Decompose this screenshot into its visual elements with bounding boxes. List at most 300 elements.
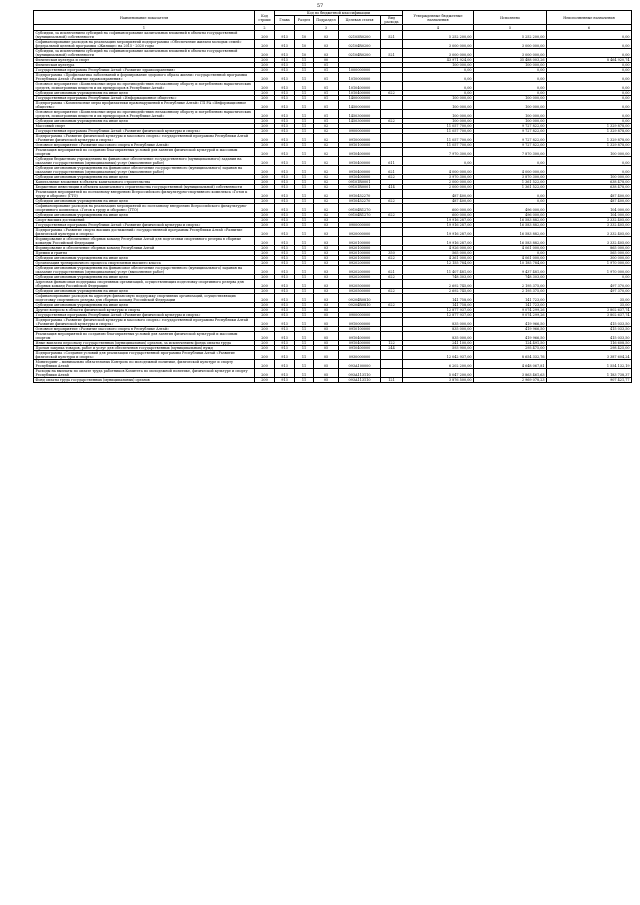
row-name: Субсидии автономным учреждениям на иные цели [34, 119, 255, 124]
table-row [34, 157, 632, 166]
row-executed: 9 074 299,26 [474, 308, 547, 313]
row-target: 0910452270 [339, 190, 381, 199]
row-approved: 12 155 784,00 [403, 261, 474, 266]
row-name: Основное мероприятие «Комплексные меры по противодействию незаконному обороту и потреблению наркотических средств, психотропных веществ и их прекурсоров в Республике Алтай» [34, 82, 255, 91]
row-podrazdel: 02 [314, 143, 339, 148]
row-vid: 622 [381, 175, 403, 180]
row-name: Субсидии автономным учреждениям на иные цели [34, 256, 255, 261]
row-podrazdel: 02 [314, 148, 339, 157]
col-number: 3 [314, 25, 339, 31]
row-glava: 913 [275, 237, 295, 246]
row-approved: 12 877 937,00 [403, 313, 474, 318]
row-glava: 913 [275, 134, 295, 143]
row-glava: 913 [275, 68, 295, 73]
table-row [34, 369, 632, 378]
row-unexecuted: 638 478,00 [547, 180, 632, 185]
row-executed: 100 000,00 [474, 63, 547, 68]
row-unexecuted: 0,00 [547, 82, 632, 91]
row-approved: 7 970 300,00 [403, 148, 474, 157]
row-approved: 748 303,00 [403, 275, 474, 280]
row-target: 0920100000 [339, 251, 381, 256]
row-name: Основное мероприятие «Комплексные меры по противодействию незаконному обороту и потреблению наркотических средств, психотропных веществ и их прекурсоров в Республике Алтай» [34, 110, 255, 119]
row-code: 200 [255, 157, 275, 166]
row-executed: 0,00 [474, 190, 547, 199]
row-podrazdel: 02 [314, 124, 339, 129]
row-executed: 419 966,50 [474, 318, 547, 327]
row-code: 200 [255, 166, 275, 175]
row-target: 0910452270 [339, 199, 381, 204]
row-podrazdel: 03 [314, 218, 339, 223]
row-approved: 12 042 937,00 [403, 351, 474, 360]
row-target: 0910400000 [339, 346, 381, 351]
row-vid [381, 369, 403, 378]
row-approved: 19 916 287,00 [403, 228, 474, 237]
table-row [34, 332, 632, 341]
row-approved: 3 970 300,00 [403, 175, 474, 180]
row-name: Субсидии автономным учреждениям на финансовое обеспечение государственного (муниципального) задания на оказание государственных (муниципальных) услуг (выполнение работ) [34, 166, 255, 175]
row-name: Субсидии автономным учреждениям на иные цели [34, 91, 255, 96]
row-unexecuted: 415 033,50 [547, 327, 632, 332]
row-razdel: 11 [295, 266, 314, 275]
row-unexecuted: 0,00 [547, 31, 632, 40]
header-target: Целевая статья [339, 16, 381, 25]
row-code: 200 [255, 124, 275, 129]
row-razdel: 10 [295, 40, 314, 49]
row-glava: 913 [275, 251, 295, 256]
row-podrazdel: 02 [314, 157, 339, 166]
row-name: Премии и гранты [34, 251, 255, 256]
table-body [34, 31, 632, 383]
row-code: 200 [255, 218, 275, 223]
row-target: 1010400000 [339, 91, 381, 96]
row-unexecuted: 3 332 405,00 [547, 223, 632, 228]
row-name: Физическая культура и спорт [34, 58, 255, 63]
row-code: 200 [255, 101, 275, 110]
row-code: 200 [255, 129, 275, 134]
row-razdel: 11 [295, 148, 314, 157]
row-razdel: 11 [295, 256, 314, 261]
row-executed: 100 000,00 [474, 96, 547, 101]
row-razdel: 11 [295, 143, 314, 148]
row-razdel: 11 [295, 228, 314, 237]
row-unexecuted: 104 000,00 [547, 204, 632, 213]
page-number: 57 [316, 3, 324, 9]
row-unexecuted: 487 400,00 [547, 199, 632, 204]
row-executed: 9 437 481,00 [474, 266, 547, 275]
row-razdel: 11 [295, 166, 314, 175]
row-executed: 2 195 375,00 [474, 280, 547, 289]
row-razdel: 11 [295, 351, 314, 360]
row-target: 09204R0810 [339, 294, 381, 303]
row-vid: 622 [381, 256, 403, 261]
row-razdel: 11 [295, 101, 314, 110]
row-name: Подпрограмма «Создание условий для реализации государственной программы Республики Алтай «Развитие физической культуры и спорта» [34, 351, 255, 360]
row-glava: 913 [275, 58, 295, 63]
row-glava: 913 [275, 119, 295, 124]
row-executed: 3 863 461,63 [474, 369, 547, 378]
row-code: 200 [255, 289, 275, 294]
row-podrazdel: 05 [314, 332, 339, 341]
row-unexecuted: 116 608,50 [547, 341, 632, 346]
row-approved: 3 876 500,00 [403, 378, 474, 383]
table-row [34, 237, 632, 246]
row-code: 200 [255, 31, 275, 40]
row-code: 200 [255, 148, 275, 157]
row-name: Мониторинг – минимально обязательных Контроль по молодежной политике, физической культуре и спорту Республики Алтай [34, 360, 255, 369]
row-vid [381, 360, 403, 369]
table-row [34, 73, 632, 82]
row-target: 0910400000 [339, 148, 381, 157]
row-podrazdel: 03 [314, 275, 339, 280]
row-executed: 9 727 822,00 [474, 129, 547, 134]
row-unexecuted: 638 478,00 [547, 185, 632, 190]
row-code: 200 [255, 82, 275, 91]
row-code: 200 [255, 228, 275, 237]
row-approved: 11 057 700,00 [403, 143, 474, 148]
row-razdel: 10 [295, 49, 314, 58]
row-code: 200 [255, 49, 275, 58]
row-approved: 6 202 200,00 [403, 360, 474, 369]
row-vid: 611 [381, 157, 403, 166]
row-unexecuted: 0,00 [547, 157, 632, 166]
row-podrazdel: 02 [314, 166, 339, 175]
row-target: 02104R0200 [339, 40, 381, 49]
row-razdel: 11 [295, 204, 314, 213]
row-executed: 16 583 882,00 [474, 223, 547, 228]
row-unexecuted: 3 332 405,00 [547, 218, 632, 223]
row-code: 200 [255, 294, 275, 303]
row-approved: 19 916 287,00 [403, 218, 474, 223]
row-target: 0900000000 [339, 129, 381, 134]
row-approved: 835 000,00 [403, 318, 474, 327]
row-razdel: 11 [295, 251, 314, 256]
row-executed: 35 488 003,26 [474, 58, 547, 63]
row-code: 200 [255, 204, 275, 213]
row-vid [381, 134, 403, 143]
row-podrazdel: 03 [314, 237, 339, 246]
row-target: 1400000000 [339, 96, 381, 101]
row-code: 200 [255, 378, 275, 383]
row-executed: 5 252 200,00 [474, 31, 547, 40]
row-razdel: 11 [295, 308, 314, 313]
row-podrazdel: 02 [314, 180, 339, 185]
row-unexecuted: 1 329 878,00 [547, 129, 632, 134]
row-code: 200 [255, 175, 275, 180]
row-razdel: 11 [295, 180, 314, 185]
row-unexecuted: 415 033,50 [547, 332, 632, 341]
row-glava: 913 [275, 185, 295, 190]
row-vid [381, 318, 403, 327]
row-name: Подпрограмма «Развитие спорта высших достижений» государственной программы Республики Алтай «Развитие физической культуры и спорта» [34, 228, 255, 237]
row-code: 200 [255, 96, 275, 101]
row-glava: 913 [275, 63, 295, 68]
row-name: Субсидии автономным учреждениям на иные цели [34, 275, 255, 280]
row-podrazdel: 05 [314, 313, 339, 318]
row-podrazdel: 05 [314, 378, 339, 383]
row-vid [381, 148, 403, 157]
row-razdel: 11 [295, 73, 314, 82]
row-glava: 913 [275, 332, 295, 341]
row-unexecuted: 415 033,50 [547, 318, 632, 327]
row-razdel: 11 [295, 58, 314, 63]
row-podrazdel: 02 [314, 129, 339, 134]
row-glava: 913 [275, 110, 295, 119]
row-podrazdel: 03 [314, 251, 339, 256]
row-approved: 0,00 [403, 82, 474, 91]
row-podrazdel: 03 [314, 40, 339, 49]
row-name: Софинансирование расходов на реализацию мероприятий по поэтапному внедрению Всероссийского физкультурно-спортивного комплекса «Готов к труду и обороне» (ГТО) [34, 204, 255, 213]
row-code: 200 [255, 360, 275, 369]
row-unexecuted: 0,00 [547, 49, 632, 58]
row-vid: 622 [381, 119, 403, 124]
row-razdel: 10 [295, 31, 314, 40]
row-podrazdel: 02 [314, 134, 339, 143]
row-target: 0920000000 [339, 228, 381, 237]
row-target: 09104R1270 [339, 204, 381, 213]
row-approved: 3 000 000,00 [403, 49, 474, 58]
row-vid [381, 190, 403, 199]
row-razdel: 11 [295, 289, 314, 294]
row-approved: 11 057 700,00 [403, 134, 474, 143]
row-podrazdel: 03 [314, 266, 339, 275]
row-name: Подпрограмма «Развитие физической культуры и массового спорта» государственной программы Республики Алтай «Развитие физической культуры и спорта» [34, 134, 255, 143]
row-executed: 0,00 [474, 199, 547, 204]
row-executed: 1 361 522,00 [474, 180, 547, 185]
row-razdel: 11 [295, 213, 314, 218]
row-razdel: 11 [295, 134, 314, 143]
row-unexecuted: 3 802 637,74 [547, 308, 632, 313]
row-vid: 621 [381, 166, 403, 175]
row-target: 0920100000 [339, 237, 381, 246]
row-unexecuted: 104 000,00 [547, 213, 632, 218]
row-approved: 11 407 481,00 [403, 266, 474, 275]
table-row [34, 378, 632, 383]
row-podrazdel: 02 [314, 190, 339, 199]
row-name: Физическая культура [34, 63, 255, 68]
row-name: Основное мероприятие «Развитие массового спорта в Республике Алтай» [34, 143, 255, 148]
row-approved: 835 000,00 [403, 327, 474, 332]
row-code: 200 [255, 303, 275, 308]
row-name: Субсидии автономным учреждениям на иные цели [34, 213, 255, 218]
row-target: 0910100000 [339, 143, 381, 148]
row-razdel: 11 [295, 360, 314, 369]
row-target: 0920500000 [339, 280, 381, 289]
row-glava: 913 [275, 40, 295, 49]
row-razdel: 11 [295, 119, 314, 124]
row-glava: 913 [275, 166, 295, 175]
row-unexecuted: 35,00 [547, 303, 632, 308]
row-vid [381, 237, 403, 246]
row-approved: 100 000,00 [403, 96, 474, 101]
row-vid [381, 294, 403, 303]
col-number: 6 [547, 25, 632, 31]
row-code: 200 [255, 261, 275, 266]
row-code: 200 [255, 246, 275, 251]
row-razdel: 11 [295, 341, 314, 346]
row-code: 200 [255, 237, 275, 246]
row-name: Подпрограмма «Профилактика заболеваний и формирование здорового образа жизни» государственной программы Республики Алтай «Развитие здравоохранения» [34, 73, 255, 82]
row-target: 09101R0001 [339, 180, 381, 185]
row-executed: 100 000,00 [474, 101, 547, 110]
row-vid: 121 [381, 378, 403, 383]
row-razdel: 11 [295, 223, 314, 228]
row-glava: 913 [275, 266, 295, 275]
row-razdel: 11 [295, 294, 314, 303]
row-podrazdel: 01 [314, 110, 339, 119]
row-glava: 913 [275, 218, 295, 223]
row-glava: 913 [275, 256, 295, 261]
row-razdel: 11 [295, 96, 314, 101]
row-name: Софинансирование расходов на реализацию мероприятий подпрограммы «Обеспечение жильем молодых семей» федеральной целевой программы «Жилище» на 2015 - 2020 годы [34, 40, 255, 49]
row-executed: 9 727 822,00 [474, 124, 547, 129]
table-row [34, 31, 632, 40]
row-unexecuted: 497 370,00 [547, 289, 632, 294]
row-unexecuted: 0,00 [547, 96, 632, 101]
row-name: Подпрограмма «Развитие физической культуры и массового спорта» государственной программы Республики Алтай «Развитие физической культуры и спорта» [34, 318, 255, 327]
row-vid: 622 [381, 199, 403, 204]
row-code: 200 [255, 280, 275, 289]
header-executed: Исполнено [474, 11, 547, 25]
row-target: 1000000000 [339, 68, 381, 73]
row-glava: 913 [275, 129, 295, 134]
row-approved: 0,00 [403, 157, 474, 166]
row-podrazdel: 05 [314, 327, 339, 332]
row-podrazdel: 03 [314, 256, 339, 261]
row-vid [381, 332, 403, 341]
row-approved: 5 252 200,00 [403, 31, 474, 40]
row-glava: 913 [275, 190, 295, 199]
row-executed: 0,00 [474, 68, 547, 73]
row-vid [381, 73, 403, 82]
row-glava: 913 [275, 180, 295, 185]
row-executed: 419 966,50 [474, 327, 547, 332]
row-podrazdel: 03 [314, 289, 339, 294]
row-approved: 11 057 700,00 [403, 124, 474, 129]
row-name: Реализация мероприятий по созданию благоприятных условий для занятия физической культурой и массовым спортом [34, 332, 255, 341]
row-code: 200 [255, 266, 275, 275]
table-row [34, 49, 632, 58]
row-vid [381, 351, 403, 360]
row-razdel: 11 [295, 332, 314, 341]
row-executed: 100 000,00 [474, 110, 547, 119]
row-name: Субсидии автономным учреждениям на финансовое обеспечение государственного (муниципального) задания на оказание государственных (муниципальных) услуг (выполнение работ) [34, 266, 255, 275]
row-code: 200 [255, 68, 275, 73]
row-executed: 8 654 332,76 [474, 351, 547, 360]
row-glava: 913 [275, 280, 295, 289]
table-row [34, 190, 632, 199]
row-glava: 913 [275, 327, 295, 332]
row-target: 0910400000 [339, 166, 381, 175]
row-razdel: 11 [295, 68, 314, 73]
row-approved: 2 692 745,00 [403, 280, 474, 289]
row-unexecuted: 0,00 [547, 166, 632, 175]
row-executed: 295 475,00 [474, 346, 547, 351]
row-code: 200 [255, 213, 275, 218]
row-code: 200 [255, 351, 275, 360]
row-target: 0910400000 [339, 332, 381, 341]
row-name: Субсидии автономным учреждениям на иные цели [34, 175, 255, 180]
row-approved: 2 692 745,00 [403, 289, 474, 294]
row-razdel: 11 [295, 82, 314, 91]
row-razdel: 11 [295, 124, 314, 129]
row-approved: 0,00 [403, 73, 474, 82]
row-name: Государственная программа Республики Алтай «Развитие физической культуры и спорта» [34, 129, 255, 134]
row-unexecuted: 1 970 000,00 [547, 266, 632, 275]
row-podrazdel: 02 [314, 199, 339, 204]
row-razdel: 11 [295, 185, 314, 190]
row-glava: 913 [275, 313, 295, 318]
row-target: 0920500000 [339, 289, 381, 294]
row-glava: 913 [275, 341, 295, 346]
col-number: 4 [403, 25, 474, 31]
table-row [34, 204, 632, 213]
row-name: Массовый спорт [34, 124, 255, 129]
row-code: 200 [255, 143, 275, 148]
row-name: Субсидии, за исключением субсидий на софинансирование капитальных вложений в объекты государственной (муниципальной) собственности [34, 31, 255, 40]
row-glava: 913 [275, 351, 295, 360]
row-approved: 11 057 700,00 [403, 129, 474, 134]
table-row [34, 228, 632, 237]
row-glava: 913 [275, 101, 295, 110]
row-razdel: 11 [295, 275, 314, 280]
row-podrazdel: 05 [314, 369, 339, 378]
row-executed: 141 723,00 [474, 294, 547, 303]
row-glava: 913 [275, 360, 295, 369]
row-glava: 913 [275, 346, 295, 351]
table-row [34, 360, 632, 369]
row-name: Реализация мероприятий по поэтапному внедрению Всероссийского физкультурно-спортивного комплекса «Готов к труду и обороне» (ГТО) [34, 190, 255, 199]
header-code: Код строки [255, 11, 275, 25]
row-code: 200 [255, 369, 275, 378]
row-code: 200 [255, 180, 275, 185]
row-podrazdel: 00 [314, 58, 339, 63]
row-unexecuted: 487 400,00 [547, 190, 632, 199]
row-unexecuted: 300 000,00 [547, 256, 632, 261]
row-executed: 16 583 882,00 [474, 228, 547, 237]
row-name: Формирование и обеспечение сборных команд Республики Алтай [34, 246, 255, 251]
row-razdel: 11 [295, 280, 314, 289]
row-glava: 913 [275, 96, 295, 101]
row-glava: 913 [275, 228, 295, 237]
row-podrazdel: 03 [314, 303, 339, 308]
row-target: 0920100000 [339, 246, 381, 251]
row-vid: 622 [381, 91, 403, 96]
row-podrazdel: 02 [314, 204, 339, 213]
table-row [34, 166, 632, 175]
row-target: 0920200000 [339, 275, 381, 280]
row-target: 0920200000 [339, 266, 381, 275]
row-target: 1010000000 [339, 73, 381, 82]
row-razdel: 11 [295, 369, 314, 378]
row-target: 093А113110 [339, 369, 381, 378]
row-executed: 16 583 882,00 [474, 237, 547, 246]
row-approved: 600 000,00 [403, 213, 474, 218]
row-vid: 521 [381, 31, 403, 40]
row-vid: 350 [381, 251, 403, 256]
row-target: 09204R0810 [339, 303, 381, 308]
row-unexecuted: 1 554 132,19 [547, 360, 632, 369]
row-approved: 487 400,00 [403, 199, 474, 204]
row-executed: 419 966,50 [474, 332, 547, 341]
row-target: 0900000000 [339, 313, 381, 318]
row-executed: 9 074 299,26 [474, 313, 547, 318]
row-vid: 622 [381, 289, 403, 294]
row-glava: 913 [275, 148, 295, 157]
row-podrazdel: 01 [314, 73, 339, 82]
table-row [34, 148, 632, 157]
row-executed: 9 727 822,00 [474, 143, 547, 148]
row-target: 0910400000 [339, 341, 381, 346]
